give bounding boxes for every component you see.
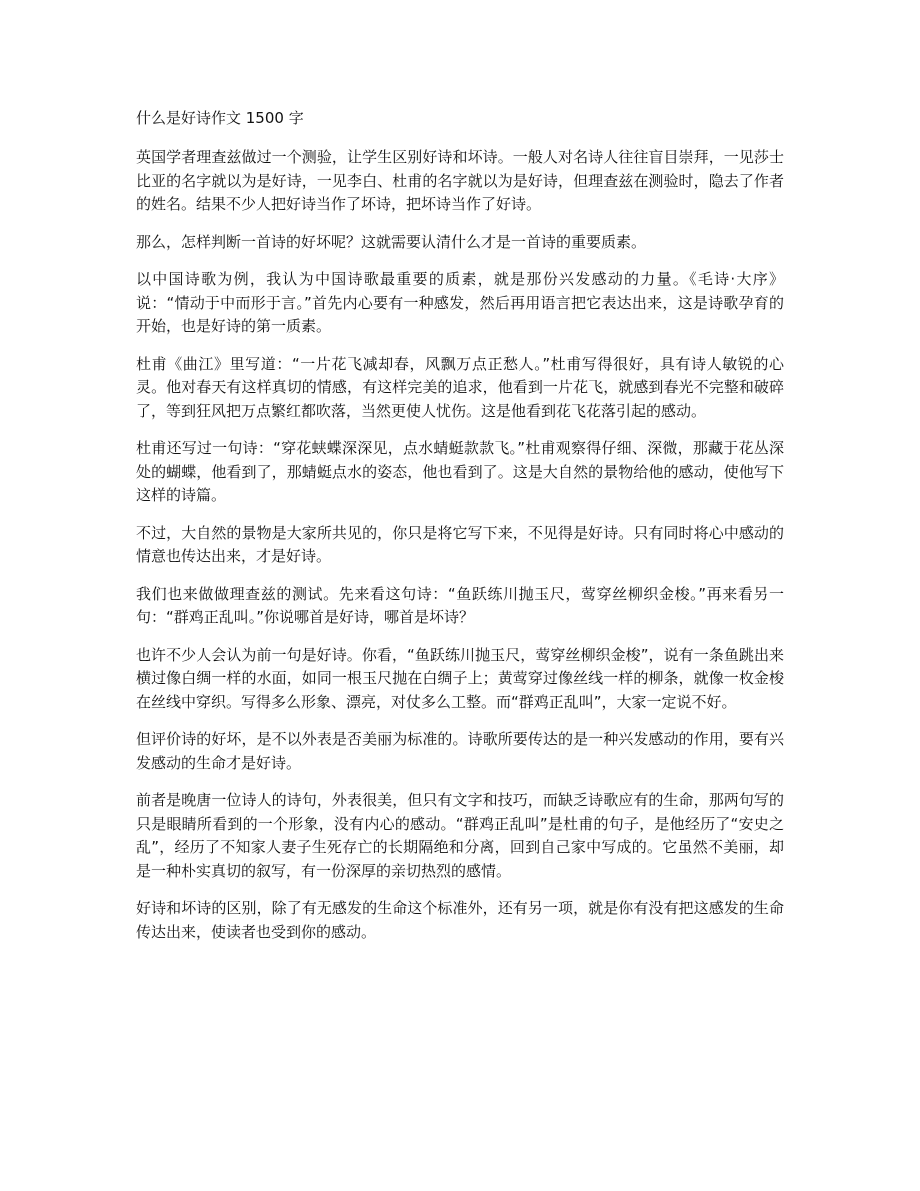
paragraph-9: 但评价诗的好坏，是不以外表是否美丽为标准的。诗歌所要传达的是一种兴发感动的作用，要有兴发感动的生命才是好诗。 [136, 730, 784, 772]
paragraph-7: 我们也来做做理查兹的测试。先来看这句诗：“鱼跃练川抛玉尺，莺穿丝柳织金梭。”再来看另一句：“群鸡正乱叫。”你说哪首是好诗，哪首是坏诗？ [136, 584, 784, 626]
paragraph-4: 杜甫《曲江》里写道：“一片花飞减却春，风飘万点正愁人。”杜甫写得很好，具有诗人敏锐的心灵。他对春天有这样真切的情感，有这样完美的追求，他看到一片花飞，就感到春光不完整和破碎了，等到狂风把万点繁红都吹落，当然更使人忧伤。这是他看到花飞花落引起的感动。 [136, 354, 784, 420]
paragraph-5: 杜甫还写过一句诗：“穿花蛱蝶深深见，点水蜻蜓款款飞。”杜甫观察得仔细、深微，那藏于花丛深处的蝴蝶，他看到了，那蜻蜓点水的姿态，他也看到了。这是大自然的景物给他的感动，使他写下这样的诗篇。 [136, 439, 784, 504]
paragraph-1: 英国学者理查兹做过一个测验，让学生区别好诗和坏诗。一般人对名诗人往往盲目崇拜，一见莎士比亚的名字就以为是好诗，一见李白、杜甫的名字就以为是好诗，但理查兹在测验时，隐去了作者的姓名。结果不少人把好诗当作了坏诗，把坏诗当作了好诗。 [136, 148, 784, 213]
document-page [136, 106, 784, 958]
paragraph-3: 以中国诗歌为例，我认为中国诗歌最重要的质素，就是那份兴发感动的力量。《毛诗·大序》说：“情动于中而形于言。”首先内心要有一种感发，然后再用语言把它表达出来，这是诗歌孕育的开始，也是好诗的第一质素。 [136, 270, 784, 335]
document-title: 什么是好诗作文 1500 字 [136, 109, 304, 127]
paragraph-8: 也许不少人会认为前一句是好诗。你看，“鱼跃练川抛玉尺，莺穿丝柳织金梭”，说有一条鱼跳出来横过像白绸一样的水面，如同一根玉尺抛在白绸子上；黄莺穿过像丝线一样的柳条，就像一枚金梭在丝线中穿织。写得多么形象、漂亮，对仗多么工整。而“群鸡正乱叫”，大家一定说不好。 [136, 645, 784, 711]
paragraph-11: 好诗和坏诗的区别，除了有无感发的生命这个标准外，还有另一项，就是你有没有把这感发的生命传达出来，使读者也受到你的感动。 [136, 899, 784, 941]
paragraph-2: 那么，怎样判断一首诗的好坏呢？这就需要认清什么才是一首诗的重要质素。 [136, 232, 647, 251]
paragraph-6: 不过，大自然的景物是大家所共见的，你只是将它写下来，不见得是好诗。只有同时将心中感动的情意也传达出来，才是好诗。 [136, 523, 784, 565]
paragraph-10: 前者是晚唐一位诗人的诗句，外表很美，但只有文字和技巧，而缺乏诗歌应有的生命，那两句写的只是眼睛所看到的一个形象，没有内心的感动。“群鸡正乱叫”是杜甫的句子，是他经历了“安史之乱”，经历了不知家人妻子生死存亡的长期隔绝和分离，回到自己家中写成的。它虽然不美丽，却是一种朴实真切的叙写，有一份深厚的亲切热烈的感情。 [136, 791, 784, 880]
